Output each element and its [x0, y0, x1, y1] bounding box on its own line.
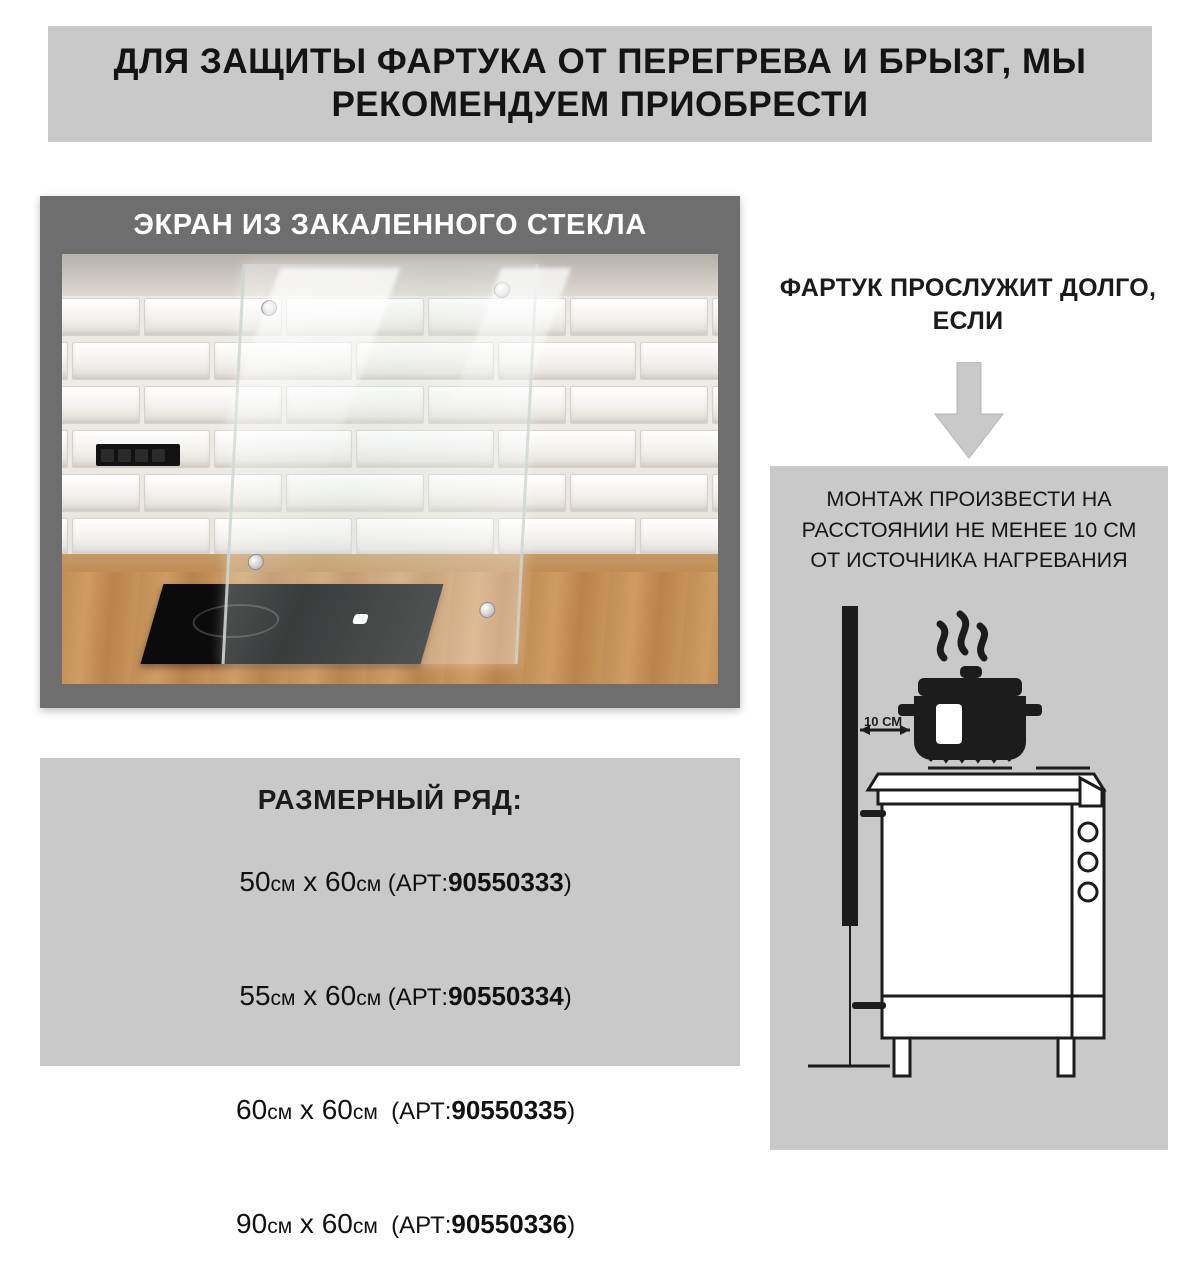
size-width: 60 — [236, 1094, 268, 1125]
top-banner-text: ДЛЯ ЗАЩИТЫ ФАРТУКА ОТ ПЕРЕГРЕВА И БРЫЗГ, МЫ РЕКОМЕНДУЕМ ПРИОБРЕСТИ — [113, 42, 1087, 124]
mounting-note-text: МОНТАЖ ПРОИЗВЕСТИ НА РАССТОЯНИИ НЕ МЕНЕЕ 10 СМ ОТ ИСТОЧНИКА НАГРЕВАНИЯ — [801, 487, 1137, 573]
kitchen-photo — [62, 254, 718, 684]
size-height: 60 — [325, 866, 357, 897]
size-width: 90 — [236, 1208, 268, 1239]
size-height-unit: см — [356, 873, 382, 896]
article-prefix: (АРТ: — [377, 1212, 452, 1239]
size-row — [40, 1062, 740, 1158]
size-height-unit: см — [356, 987, 382, 1010]
size-width-unit: см — [270, 873, 296, 896]
tempered-glass-screen-card — [40, 196, 740, 708]
size-row — [40, 948, 740, 1044]
article-suffix: ) — [567, 1098, 576, 1125]
stove-illustration — [790, 596, 1150, 1136]
size-height: 60 — [321, 1208, 353, 1239]
size-height-unit: см — [352, 1215, 378, 1238]
down-arrow-icon — [924, 362, 1014, 462]
article-code: 90550335 — [451, 1095, 568, 1125]
size-height: 60 — [321, 1094, 353, 1125]
article-suffix: ) — [563, 984, 572, 1011]
article-code: 90550334 — [448, 981, 564, 1011]
size-separator: x — [295, 980, 326, 1011]
size-row — [40, 1176, 740, 1272]
mounting-note-card — [770, 466, 1168, 1150]
size-row — [40, 834, 740, 930]
top-banner — [48, 26, 1152, 142]
size-separator: x — [292, 1208, 322, 1239]
size-width: 55 — [239, 980, 271, 1011]
article-prefix: (АРТ: — [377, 1098, 452, 1125]
size-width-unit: см — [267, 1215, 293, 1238]
size-width-unit: см — [270, 987, 296, 1010]
article-code: 90550336 — [451, 1209, 568, 1239]
size-range-card — [40, 758, 740, 1239]
size-height-unit: см — [352, 1101, 378, 1124]
size-range-title: РАЗМЕРНЫЙ РЯД: — [257, 784, 523, 815]
size-width-unit: см — [267, 1101, 293, 1124]
size-separator: x — [295, 866, 326, 897]
distance-label: 10 СМ — [864, 714, 903, 729]
size-separator: x — [292, 1094, 322, 1125]
durability-heading: ФАРТУК ПРОСЛУЖИТ ДОЛГО, ЕСЛИ — [779, 274, 1157, 335]
glass-screw — [479, 602, 496, 618]
article-suffix: ) — [563, 870, 572, 897]
size-height: 60 — [325, 980, 357, 1011]
glass-screw — [247, 554, 264, 570]
wall-sockets — [96, 444, 180, 466]
article-code: 90550333 — [448, 867, 564, 897]
photo-card-title: ЭКРАН ИЗ ЗАКАЛЕННОГО СТЕКЛА — [133, 208, 647, 241]
size-width: 50 — [239, 866, 271, 897]
article-prefix: (АРТ: — [381, 984, 449, 1011]
article-suffix: ) — [567, 1212, 576, 1239]
article-prefix: (АРТ: — [381, 870, 449, 897]
